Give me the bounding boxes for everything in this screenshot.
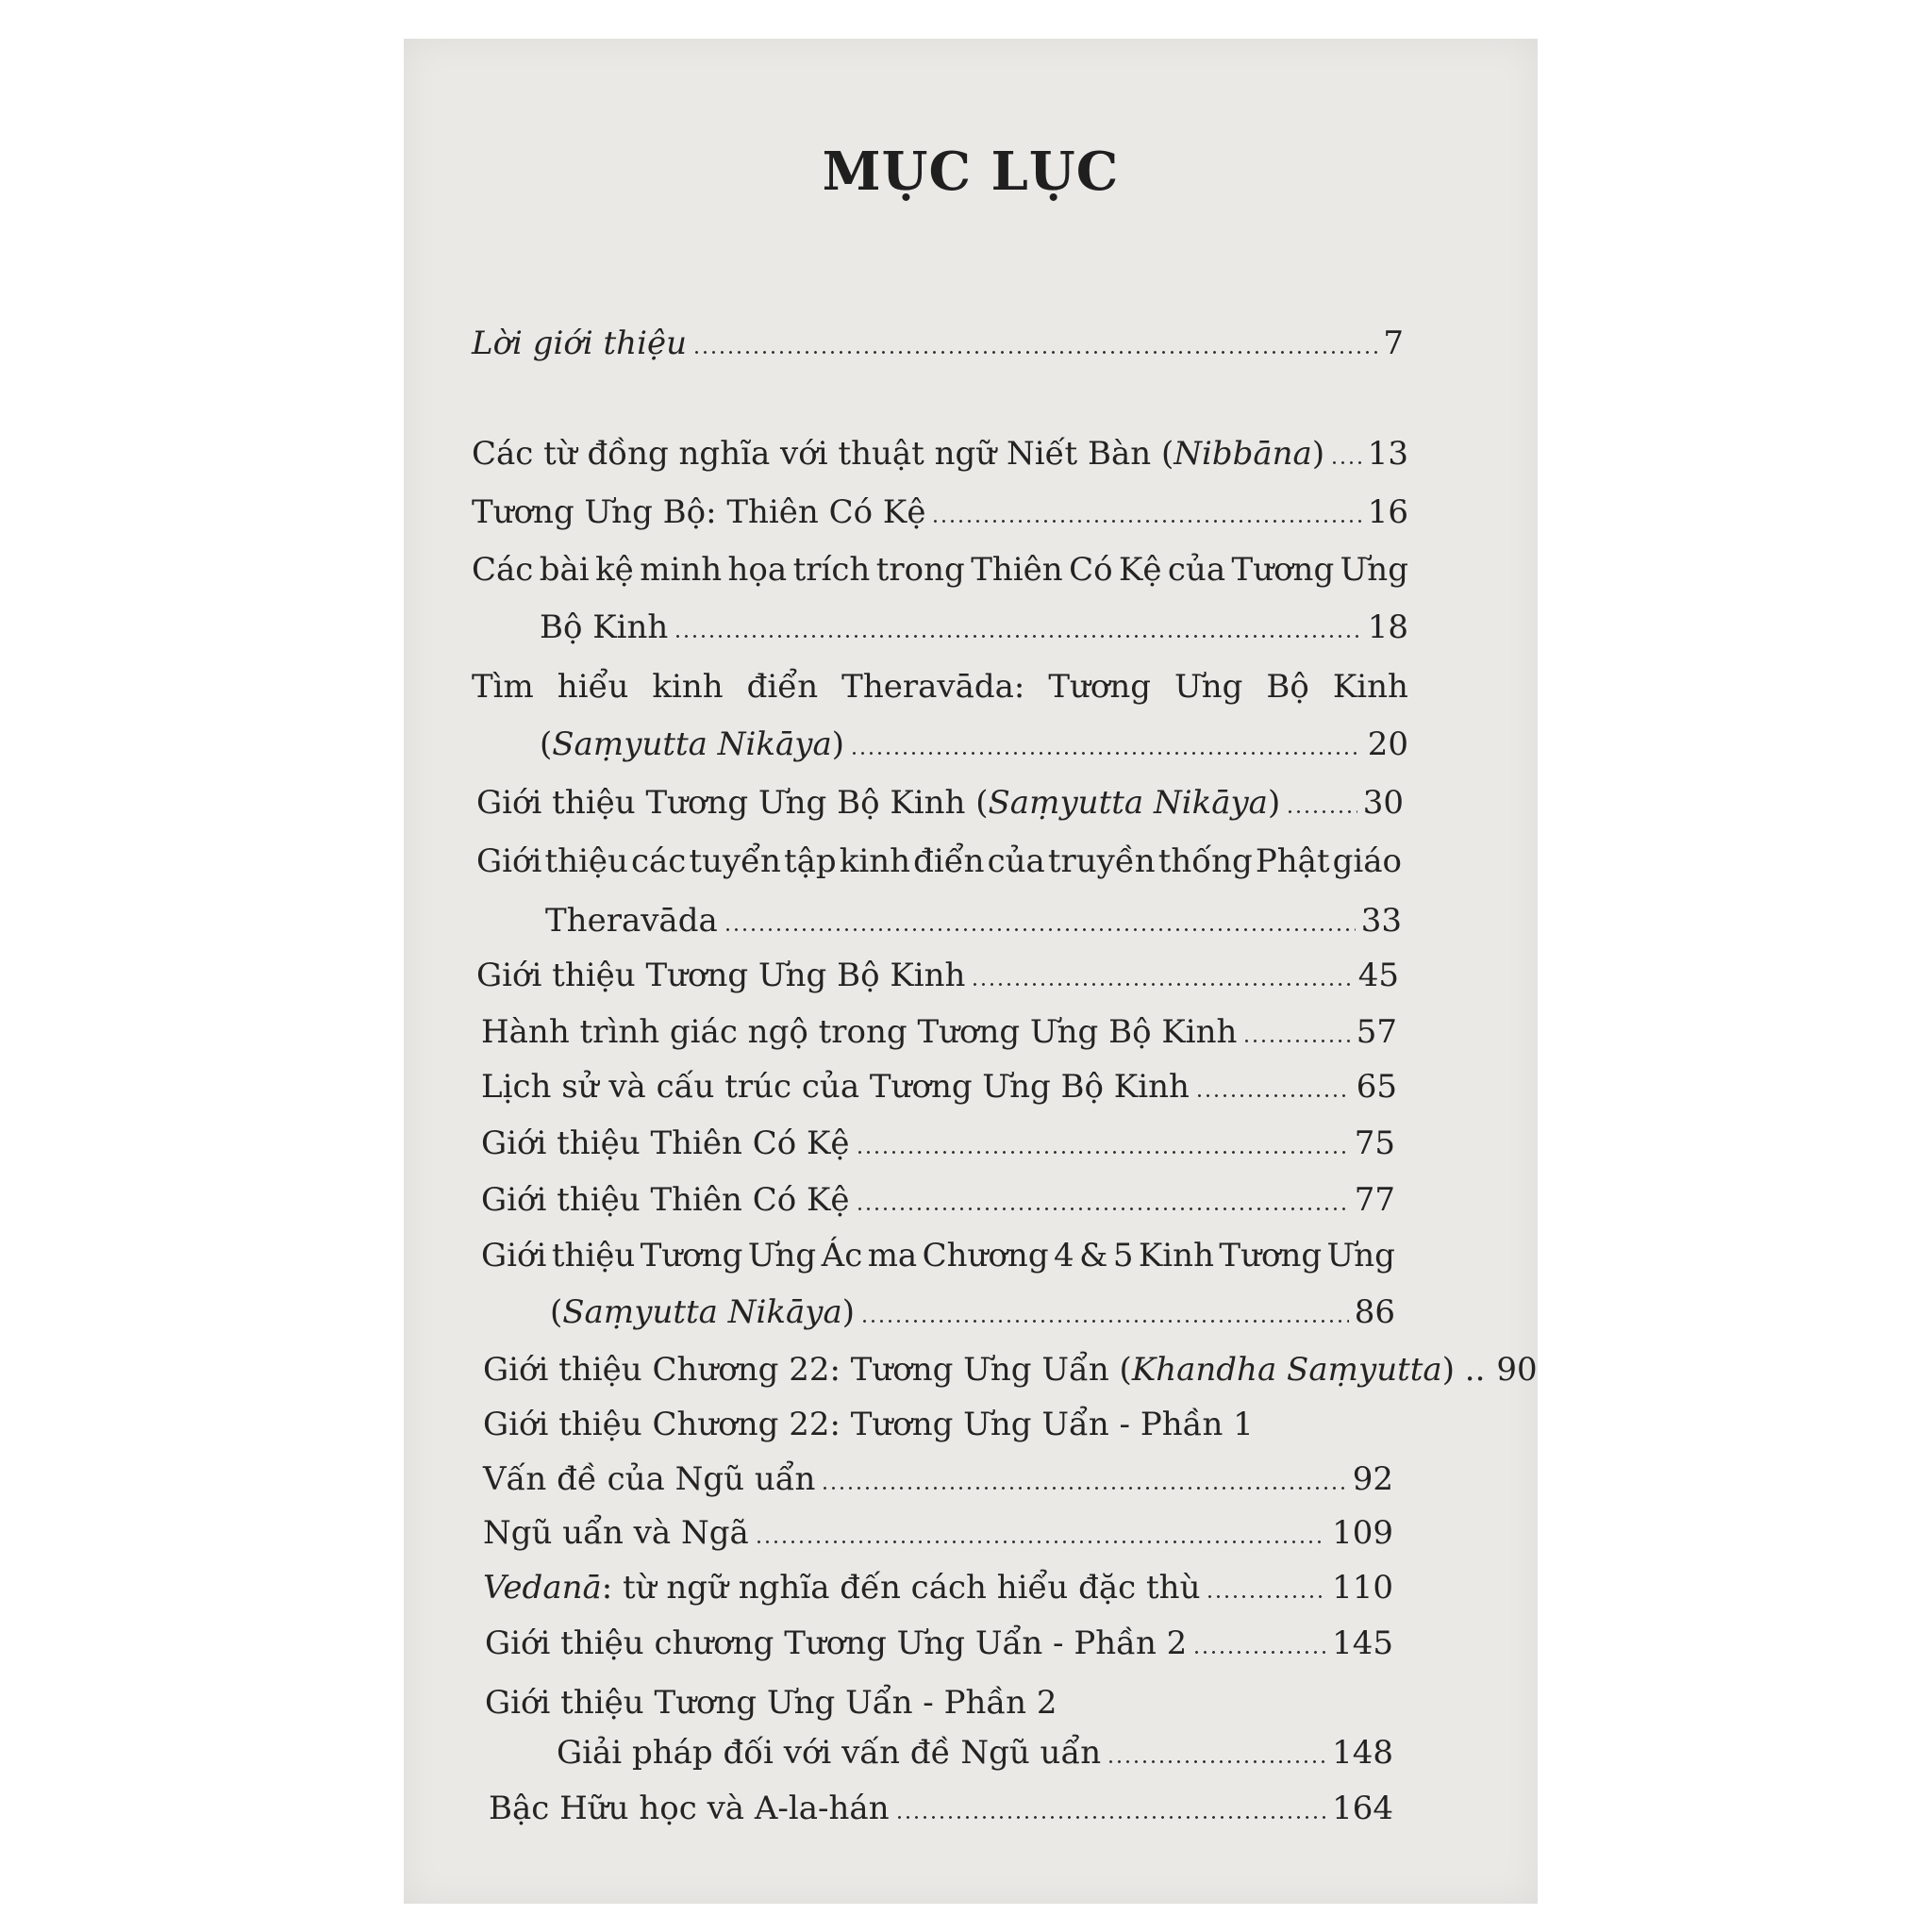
- toc-entry-title: Giới thiệu Chương 22: Tương Ưng Uẩn - Phần 1: [483, 1406, 1254, 1443]
- dot-leader: [931, 520, 1361, 523]
- dot-leader: [860, 1320, 1349, 1323]
- toc-page-number: 30: [1362, 784, 1404, 822]
- toc-page-number: 164: [1332, 1790, 1393, 1827]
- toc-entry[interactable]: [481, 1013, 1397, 1060]
- toc-page-number: 86: [1354, 1293, 1395, 1331]
- toc-entry[interactable]: [540, 725, 1408, 773]
- toc-entry[interactable]: [472, 325, 1404, 372]
- toc-entry-text: Giới thiệu Tương Ưng Ác ma Chương 4 & 5 Kinh Tương Ưng: [481, 1237, 1395, 1274]
- toc-entry[interactable]: [483, 1569, 1393, 1616]
- toc-entry-title: Bộ Kinh: [540, 608, 669, 646]
- toc-entry[interactable]: [472, 493, 1408, 541]
- toc-entry-line1: [481, 1237, 1395, 1284]
- dot-leader: [856, 1208, 1349, 1210]
- toc-entry-title: Ngũ uẩn và Ngã: [483, 1514, 749, 1552]
- toc-entry[interactable]: [540, 608, 1408, 656]
- toc-page-number: 45: [1357, 957, 1399, 994]
- dot-leader: [850, 752, 1362, 755]
- toc-entry[interactable]: [481, 1124, 1395, 1172]
- toc-entry-title: Giới thiệu chương Tương Ưng Uẩn - Phần 2: [485, 1624, 1188, 1662]
- toc-entry-title: Giới thiệu Chương 22: Tương Ưng Uẩn (Khandha Saṃyutta) ..: [483, 1351, 1486, 1389]
- toc-entry-text: Tìm hiểu kinh điển Theravāda: Tương Ưng Bộ Kinh: [472, 668, 1408, 706]
- toc-entry-line1: [476, 842, 1402, 890]
- toc-entry-title: Các từ đồng nghĩa với thuật ngữ Niết Bàn (Nibbāna): [472, 435, 1325, 473]
- toc-page-number: 92: [1352, 1460, 1393, 1498]
- toc-entry-text: Giới thiệu các tuyển tập kinh điển của truyền thống Phật giáo: [476, 842, 1402, 880]
- toc-entry[interactable]: [476, 784, 1404, 831]
- toc-entry[interactable]: [550, 1293, 1395, 1341]
- toc-entry[interactable]: [485, 1624, 1393, 1672]
- toc-page-number: 145: [1332, 1624, 1393, 1662]
- toc-page-number: 110: [1332, 1569, 1393, 1607]
- toc-entry-text: Các bài kệ minh họa trích trong Thiên Có Kệ của Tương Ưng: [472, 551, 1408, 589]
- toc-entry-title: Lịch sử và cấu trúc của Tương Ưng Bộ Kinh: [481, 1068, 1190, 1106]
- dot-leader: [1206, 1595, 1326, 1598]
- book-page: [404, 39, 1538, 1904]
- toc-entry[interactable]: [481, 1068, 1397, 1115]
- toc-entry[interactable]: [557, 1734, 1393, 1781]
- toc-entry[interactable]: [485, 1684, 1393, 1731]
- dot-leader: [755, 1541, 1326, 1543]
- toc-page-number: 20: [1367, 725, 1408, 763]
- dot-leader: [674, 635, 1361, 638]
- toc-entry[interactable]: [483, 1351, 1538, 1398]
- toc-page-number: 13: [1367, 435, 1408, 473]
- toc-page-number: 109: [1332, 1514, 1393, 1552]
- toc-entry[interactable]: [489, 1790, 1393, 1837]
- toc-page-number: 33: [1360, 902, 1402, 940]
- dot-leader: [1286, 810, 1357, 813]
- toc-entry-title: Giới thiệu Tương Ưng Uẩn - Phần 2: [485, 1684, 1057, 1722]
- toc-entry-title: (Saṃyutta Nikāya): [550, 1293, 855, 1331]
- dot-leader: [1242, 1040, 1350, 1042]
- toc-page-number: 57: [1356, 1013, 1397, 1051]
- toc-entry-line1: [472, 668, 1408, 715]
- toc-page-number: 18: [1367, 608, 1408, 646]
- toc-entry-line1: [472, 551, 1408, 598]
- dot-leader: [1195, 1094, 1351, 1097]
- dot-leader: [1330, 461, 1362, 464]
- toc-entry-title: Lời giới thiệu: [472, 325, 687, 362]
- toc-entry-title: Giới thiệu Tương Ưng Bộ Kinh (Saṃyutta Nikāya): [476, 784, 1281, 822]
- toc-entry[interactable]: [483, 1514, 1393, 1561]
- toc-page-number: 77: [1354, 1181, 1395, 1219]
- page-title: MỤC LỤC: [822, 141, 1120, 203]
- dot-leader: [1192, 1651, 1326, 1654]
- toc-page-number: 16: [1367, 493, 1408, 531]
- toc-entry-title: Theravāda: [545, 902, 718, 940]
- toc-entry-title: Giới thiệu Tương Ưng Bộ Kinh: [476, 957, 966, 994]
- toc-page-number: 65: [1356, 1068, 1397, 1106]
- toc-page-number: 148: [1332, 1734, 1393, 1772]
- dot-leader: [692, 351, 1377, 354]
- dot-leader: [971, 983, 1352, 986]
- toc-entry[interactable]: [545, 902, 1402, 949]
- toc-entry-title: (Saṃyutta Nikāya): [540, 725, 844, 763]
- toc-page-number: 75: [1354, 1124, 1395, 1162]
- toc-entry-title: Giới thiệu Thiên Có Kệ: [481, 1124, 850, 1162]
- dot-leader: [821, 1487, 1346, 1490]
- toc-entry[interactable]: [481, 1181, 1395, 1228]
- toc-entry-title: Giới thiệu Thiên Có Kệ: [481, 1181, 850, 1219]
- dot-leader: [895, 1816, 1326, 1819]
- toc-entry-title: Giải pháp đối với vấn đề Ngũ uẩn: [557, 1734, 1102, 1772]
- dot-leader: [1107, 1760, 1326, 1763]
- dot-leader: [724, 928, 1356, 931]
- toc-entry-title: Hành trình giác ngộ trong Tương Ưng Bộ Kinh: [481, 1013, 1238, 1051]
- toc-entry[interactable]: [483, 1460, 1393, 1507]
- toc-page-number: 90: [1496, 1351, 1538, 1389]
- toc-entry-title: Vedanā: từ ngữ nghĩa đến cách hiểu đặc thù: [483, 1569, 1201, 1607]
- toc-entry-title: Vấn đề của Ngũ uẩn: [483, 1460, 816, 1498]
- toc-entry-title: Bậc Hữu học và A-la-hán: [489, 1790, 890, 1827]
- toc-entry-title: Tương Ưng Bộ: Thiên Có Kệ: [472, 493, 926, 531]
- toc-entry[interactable]: [476, 957, 1399, 1004]
- toc-entry[interactable]: [483, 1406, 1393, 1453]
- toc-entry[interactable]: [472, 435, 1408, 482]
- dot-leader: [856, 1151, 1349, 1154]
- toc-page-number: 7: [1383, 325, 1404, 362]
